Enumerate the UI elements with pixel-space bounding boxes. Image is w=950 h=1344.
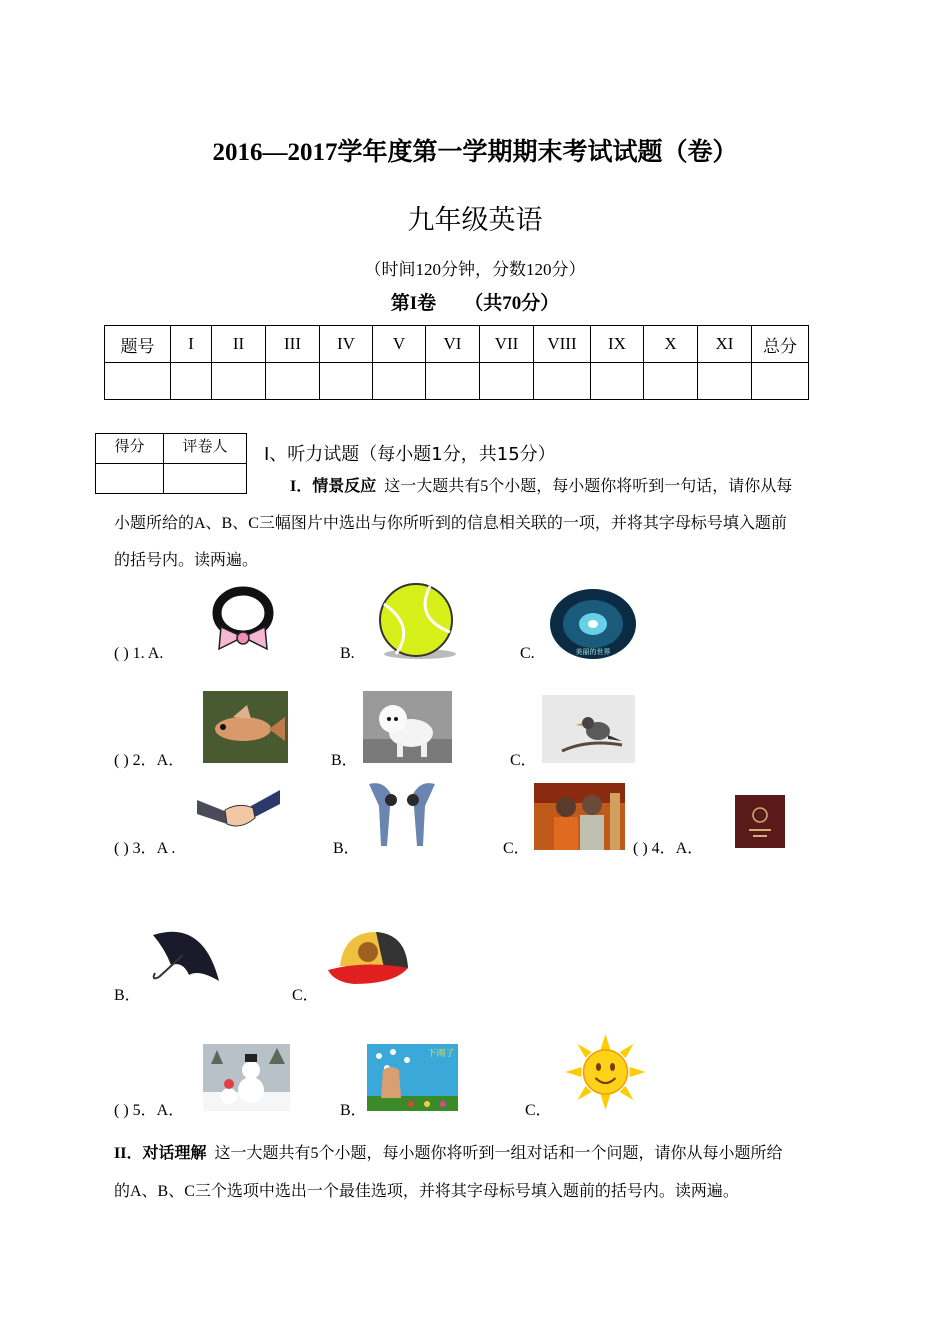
part-i-label: I．情景反应 [290,478,377,495]
tennis-ball-image [372,582,464,660]
part-i-line2: 小题所给的A、B、C三幅图片中选出与你所听到的信息相关联的一项，并将其字母标号填入题前 [114,515,787,532]
score-header-cell: IX [591,326,644,363]
cap-image [324,926,416,996]
q1-number: ( ) 1. A. [114,645,164,662]
white-dog-image [363,691,452,763]
exam-subtitle: 九年级英语 [407,205,543,236]
q1-option-c: C. [520,645,535,662]
score-header-cell: VII [480,326,534,363]
score-cell[interactable] [373,363,426,400]
bowing-people-image [363,776,441,850]
grader-table [95,433,247,494]
fish-image [203,691,288,763]
score-header-cell: XI [698,326,752,363]
sun-image [560,1032,651,1112]
score-header-cell: IV [320,326,373,363]
part-i-text: 这一大题共有5个小题，每小题你将听到一句话，请你从每 [384,478,793,495]
q4-option-c: C． [292,987,319,1004]
score-cell[interactable] [644,363,698,400]
score-cell[interactable] [752,363,809,400]
part-i-line3: 的括号内。读两遍。 [114,552,259,569]
score-cell[interactable] [480,363,534,400]
score-header-cell: X [644,326,698,363]
score-header-cell: 总分 [752,326,809,363]
score-table [104,325,809,400]
part-ii-line2: 的A、B、C三个选项中选出一个最佳选项，并将其字母标号填入题前的括号内。读两遍。 [114,1183,739,1200]
score-header-cell: VIII [534,326,591,363]
score-cell[interactable] [426,363,480,400]
q3-option-b: B． [333,840,360,857]
part-ii-label: II．对话理解 [114,1145,207,1162]
score-header-cell: 题号 [105,326,171,363]
score-cell[interactable] [698,363,752,400]
score-cell[interactable] [212,363,266,400]
score-cell[interactable] [266,363,320,400]
q4-option-b: B． [114,987,141,1004]
greeting-people-image [534,783,625,850]
q1-option-b: B. [340,645,355,662]
score-header-cell: V [373,326,426,363]
score-table-header-row [105,326,809,363]
grader-name-label: 评卷人 [164,434,247,464]
part-heading [0,288,950,315]
cd-label: 美丽的世界 [575,648,611,656]
grader-score-cell[interactable] [96,464,164,494]
q5-option-b: B． [340,1102,367,1119]
part-i-line1 [290,468,792,505]
score-cell[interactable] [105,363,171,400]
part-label: 第I卷 [390,293,437,314]
hair-tie-bow-image [203,585,291,657]
section1-heading: Ⅰ、听力试题（每小题1分，共15分） [264,444,556,465]
q2-number: ( ) 2．A． [114,752,185,769]
q5-option-c: C． [525,1102,552,1119]
score-header-cell: I [171,326,212,363]
umbrella-image [143,925,223,995]
score-cell[interactable] [534,363,591,400]
passport-image [735,795,785,848]
bird-on-branch-image [542,695,635,763]
part-ii-text: 这一大题共有5个小题，每小题你将听到一组对话和一个问题，请你从每小题所给 [214,1145,783,1162]
grader-name-cell[interactable] [164,464,247,494]
handshake-image [197,786,280,834]
grader-score-label: 得分 [96,434,164,464]
snowman-image [203,1044,290,1111]
q3-number: ( ) 3．A . [114,840,176,857]
cd-disc-image [549,588,637,660]
q2-option-b: B． [331,752,358,769]
score-header-cell: II [212,326,266,363]
score-header-cell: VI [426,326,480,363]
score-table-input-row [105,363,809,400]
score-header-cell: III [266,326,320,363]
rain-cartoon-image [367,1044,458,1111]
q3-option-c: C． [503,840,530,857]
score-cell[interactable] [591,363,644,400]
time-info: （时间120分钟，分数120分） [364,260,586,279]
exam-title: 2016—2017学年度第一学期期末考试试题（卷） [212,139,738,166]
q4-number: ( ) 4．A． [633,840,704,857]
q5-number: ( ) 5．A． [114,1102,185,1119]
part-score: （共70分） [464,293,560,314]
rain-label: 下雨了 [427,1049,455,1059]
score-cell[interactable] [320,363,373,400]
part-ii-line1 [114,1135,782,1172]
q2-option-c: C． [510,752,537,769]
score-cell[interactable] [171,363,212,400]
